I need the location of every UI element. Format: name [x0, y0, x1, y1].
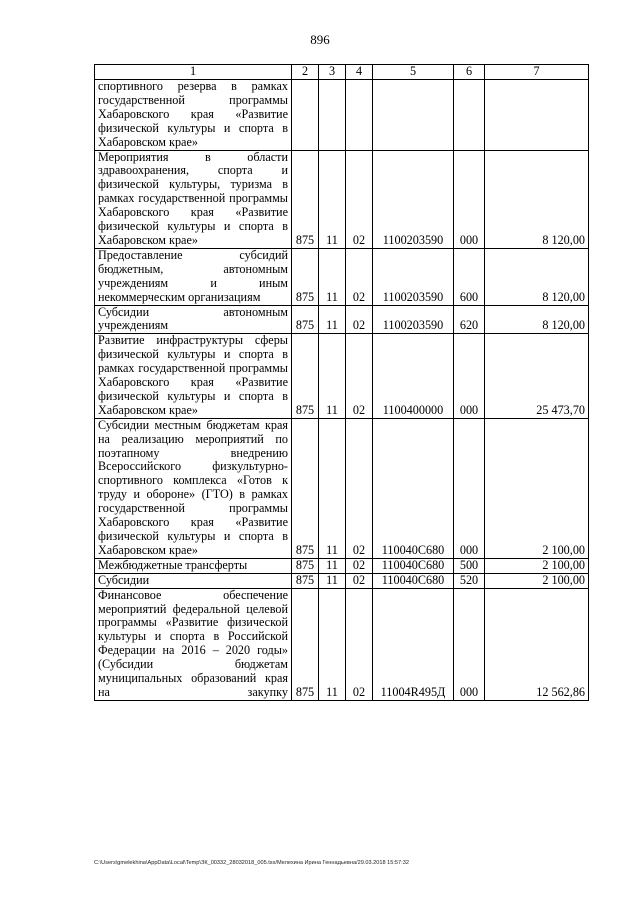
row-ministry-code: 875	[292, 150, 319, 248]
row-section: 11	[319, 334, 346, 418]
table-row	[95, 150, 589, 248]
row-ministry-code: 875	[292, 305, 319, 334]
table-row	[95, 588, 589, 700]
header-col-7: 7	[485, 65, 589, 80]
row-subsection	[346, 80, 373, 151]
table-row	[95, 418, 589, 558]
row-target-item: 1100203590	[373, 150, 454, 248]
row-amount: 25 473,70	[485, 334, 589, 418]
row-target-item	[373, 80, 454, 151]
header-col-1: 1	[95, 65, 292, 80]
footer-file-path: C:\Users\gmelekhina\AppData\Local\Temp\ЗК_00332_28032018_005.tsx/Мелехина Ирина Геннадьевна/29.03.2018 15:57:32	[94, 860, 409, 866]
header-col-6: 6	[454, 65, 485, 80]
header-col-5: 5	[373, 65, 454, 80]
row-section: 11	[319, 588, 346, 700]
row-section: 11	[319, 248, 346, 305]
table-row	[95, 334, 589, 418]
row-name: спортивного резерва в рамках государственной программы Хабаровского края «Развитие физической культуры и спорта в Хабаровском крае»	[95, 80, 292, 151]
row-expense-type: 000	[454, 418, 485, 558]
table-row	[95, 305, 589, 334]
row-ministry-code: 875	[292, 588, 319, 700]
row-subsection: 02	[346, 305, 373, 334]
row-target-item: 11004R495Д	[373, 588, 454, 700]
row-ministry-code: 875	[292, 558, 319, 573]
header-col-3: 3	[319, 65, 346, 80]
row-expense-type: 000	[454, 334, 485, 418]
row-amount: 12 562,86	[485, 588, 589, 700]
row-target-item: 110040С680	[373, 573, 454, 588]
row-ministry-code: 875	[292, 418, 319, 558]
row-subsection: 02	[346, 150, 373, 248]
row-amount: 2 100,00	[485, 573, 589, 588]
row-ministry-code	[292, 80, 319, 151]
row-target-item: 110040С680	[373, 558, 454, 573]
table-row	[95, 248, 589, 305]
row-ministry-code: 875	[292, 334, 319, 418]
row-name: Финансовое обеспечение мероприятий федеральной целевой программы «Развитие физической культуры и спорта в Российской Федерации на 2016 – 2020 годы» (Субсидии бюджетам муниципальных образований края на закупку	[95, 588, 292, 700]
row-ministry-code: 875	[292, 573, 319, 588]
row-target-item: 1100203590	[373, 305, 454, 334]
row-section	[319, 80, 346, 151]
row-subsection: 02	[346, 588, 373, 700]
row-amount: 8 120,00	[485, 248, 589, 305]
row-subsection: 02	[346, 573, 373, 588]
row-section: 11	[319, 150, 346, 248]
row-amount: 2 100,00	[485, 558, 589, 573]
row-section: 11	[319, 573, 346, 588]
row-amount: 8 120,00	[485, 150, 589, 248]
row-expense-type: 520	[454, 573, 485, 588]
row-section: 11	[319, 558, 346, 573]
row-expense-type: 620	[454, 305, 485, 334]
row-expense-type	[454, 80, 485, 151]
row-subsection: 02	[346, 558, 373, 573]
row-name: Развитие инфраструктуры сферы физической культуры и спорта в рамках государственной программы Хабаровского края «Развитие физической культуры и спорта в Хабаровском крае»	[95, 334, 292, 418]
row-expense-type: 000	[454, 588, 485, 700]
page-number: 896	[310, 32, 330, 47]
row-name: Мероприятия в области здравоохранения, спорта и физической культуры, туризма в рамках государственной программы Хабаровского края «Развитие физической культуры и спорта в Хабаровском крае»	[95, 150, 292, 248]
row-name: Субсидии автономным учреждениям	[95, 305, 292, 334]
budget-table	[94, 64, 589, 701]
table-row	[95, 558, 589, 573]
row-expense-type: 000	[454, 150, 485, 248]
row-target-item: 1100400000	[373, 334, 454, 418]
row-section: 11	[319, 305, 346, 334]
row-expense-type: 500	[454, 558, 485, 573]
row-amount: 8 120,00	[485, 305, 589, 334]
row-ministry-code: 875	[292, 248, 319, 305]
row-expense-type: 600	[454, 248, 485, 305]
row-section: 11	[319, 418, 346, 558]
row-subsection: 02	[346, 248, 373, 305]
row-subsection: 02	[346, 334, 373, 418]
header-row	[95, 65, 589, 80]
header-col-4: 4	[346, 65, 373, 80]
table-row	[95, 573, 589, 588]
row-subsection: 02	[346, 418, 373, 558]
row-amount: 2 100,00	[485, 418, 589, 558]
row-amount	[485, 80, 589, 151]
row-name: Межбюджетные трансферты	[95, 558, 292, 573]
table-row	[95, 80, 589, 151]
row-target-item: 110040С680	[373, 418, 454, 558]
row-name: Субсидии	[95, 573, 292, 588]
row-name: Предоставление субсидий бюджетным, автономным учреждениям и иным некоммерческим организациям	[95, 248, 292, 305]
row-name: Субсидии местным бюджетам края на реализацию мероприятий по поэтапному внедрению Всероссийского физкультурно-спортивного комплекса «Готов к труду и обороне» (ГТО) в рамках государственной программы Хабаровского края «Развитие физической культуры и спорта в Хабаровском крае»	[95, 418, 292, 558]
row-target-item: 1100203590	[373, 248, 454, 305]
header-col-2: 2	[292, 65, 319, 80]
